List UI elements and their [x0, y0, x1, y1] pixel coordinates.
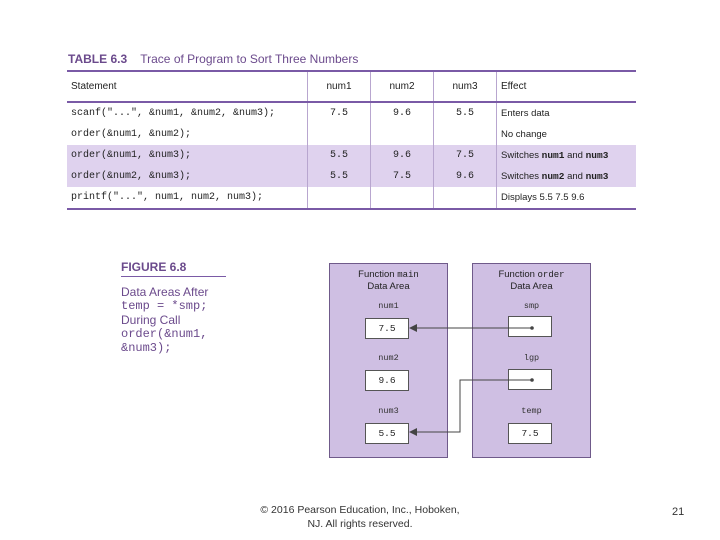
cell-statement: printf("...", num1, num2, num3);: [71, 192, 264, 203]
var-label-num1: num1: [378, 301, 399, 311]
effect-var-b: num3: [585, 150, 609, 161]
cell-statement: scanf("...", &num1, &num2, &num3);: [71, 108, 276, 119]
copyright-line: NJ. All rights reserved.: [307, 518, 413, 530]
header-num1: num1: [308, 71, 371, 102]
cell-num3: [434, 187, 497, 209]
effect-var-b: num3: [585, 171, 609, 182]
cell-num2: 9.6: [371, 102, 434, 124]
cell-num1: 7.5: [308, 102, 371, 124]
order-data-area: [472, 263, 591, 458]
cell-effect: [497, 166, 637, 187]
figure-divider: [121, 276, 226, 277]
order-area-title: [473, 269, 590, 292]
var-label-lgp: lgp: [523, 353, 540, 363]
cell-num3: 5.5: [365, 423, 409, 444]
cell-num2: [371, 124, 434, 145]
table-row: [67, 124, 636, 145]
var-label-num3: num3: [378, 406, 399, 416]
cell-num2: 7.5: [371, 166, 434, 187]
header-num2: num2: [371, 71, 434, 102]
figure-caption: [121, 285, 208, 355]
table-row: [67, 145, 636, 166]
effect-mid: and: [564, 171, 586, 182]
figure-label: FIGURE 6.8: [121, 260, 187, 274]
caption-code: &num3);: [121, 341, 172, 355]
effect-mid: and: [564, 150, 586, 161]
cell-num1: [308, 124, 371, 145]
header-statement: Statement: [71, 81, 117, 92]
main-area-title: [330, 269, 447, 292]
table-title: [68, 52, 358, 66]
header-effect: Effect: [497, 71, 637, 102]
page-number: 21: [672, 506, 685, 518]
trace-table: [67, 70, 636, 210]
cell-temp: 7.5: [508, 423, 552, 444]
var-label-num2: num2: [378, 353, 399, 363]
effect-var-a: num2: [541, 171, 565, 182]
table-row: [67, 187, 636, 209]
var-label-smp: smp: [523, 301, 540, 311]
cell-num3: 9.6: [434, 166, 497, 187]
table-caption: Trace of Program to Sort Three Numbers: [140, 52, 359, 66]
title-prefix: Function: [498, 269, 538, 280]
copyright-line: © 2016 Pearson Education, Inc., Hoboken,: [260, 504, 460, 516]
cell-effect: Enters data: [497, 102, 637, 124]
cell-statement: order(&num1, &num3);: [67, 145, 308, 166]
effect-prefix: Switches: [501, 150, 542, 161]
title-prefix: Function: [358, 269, 398, 280]
effect-prefix: Switches: [501, 171, 542, 182]
cell-num1: 5.5: [308, 145, 371, 166]
cell-num1: [308, 187, 371, 209]
cell-effect: Displays 5.5 7.5 9.6: [497, 187, 637, 209]
table-row: [67, 166, 636, 187]
title-function-name: main: [397, 270, 419, 280]
cell-lgp: [508, 369, 552, 390]
caption-line: During Call: [121, 313, 181, 327]
cell-num2: [371, 187, 434, 209]
caption-code: order(&num1,: [121, 327, 208, 341]
table-row: [67, 102, 636, 124]
main-data-area: [329, 263, 448, 458]
title-suffix: Data Area: [367, 281, 410, 292]
title-function-name: order: [537, 270, 565, 280]
cell-num2: 9.6: [371, 145, 434, 166]
cell-num2: 9.6: [365, 370, 409, 391]
table-header-row: [67, 71, 636, 102]
cell-num1: 5.5: [308, 166, 371, 187]
var-label-temp: temp: [521, 406, 542, 416]
cell-num3: [434, 124, 497, 145]
cell-num3: 7.5: [434, 145, 497, 166]
caption-line: Data Areas After: [121, 285, 209, 299]
cell-effect: [497, 145, 637, 166]
cell-statement: order(&num1, &num2);: [71, 129, 192, 140]
cell-statement: order(&num2, &num3);: [67, 166, 308, 187]
cell-num3: 5.5: [434, 102, 497, 124]
copyright-footer: [250, 503, 470, 531]
table-label: TABLE 6.3: [68, 52, 128, 66]
header-num3: num3: [434, 71, 497, 102]
effect-var-a: num1: [541, 150, 565, 161]
cell-effect: No change: [497, 124, 637, 145]
title-suffix: Data Area: [510, 281, 553, 292]
cell-num1: 7.5: [365, 318, 409, 339]
cell-smp: [508, 316, 552, 337]
caption-code: temp = *smp;: [121, 299, 208, 313]
